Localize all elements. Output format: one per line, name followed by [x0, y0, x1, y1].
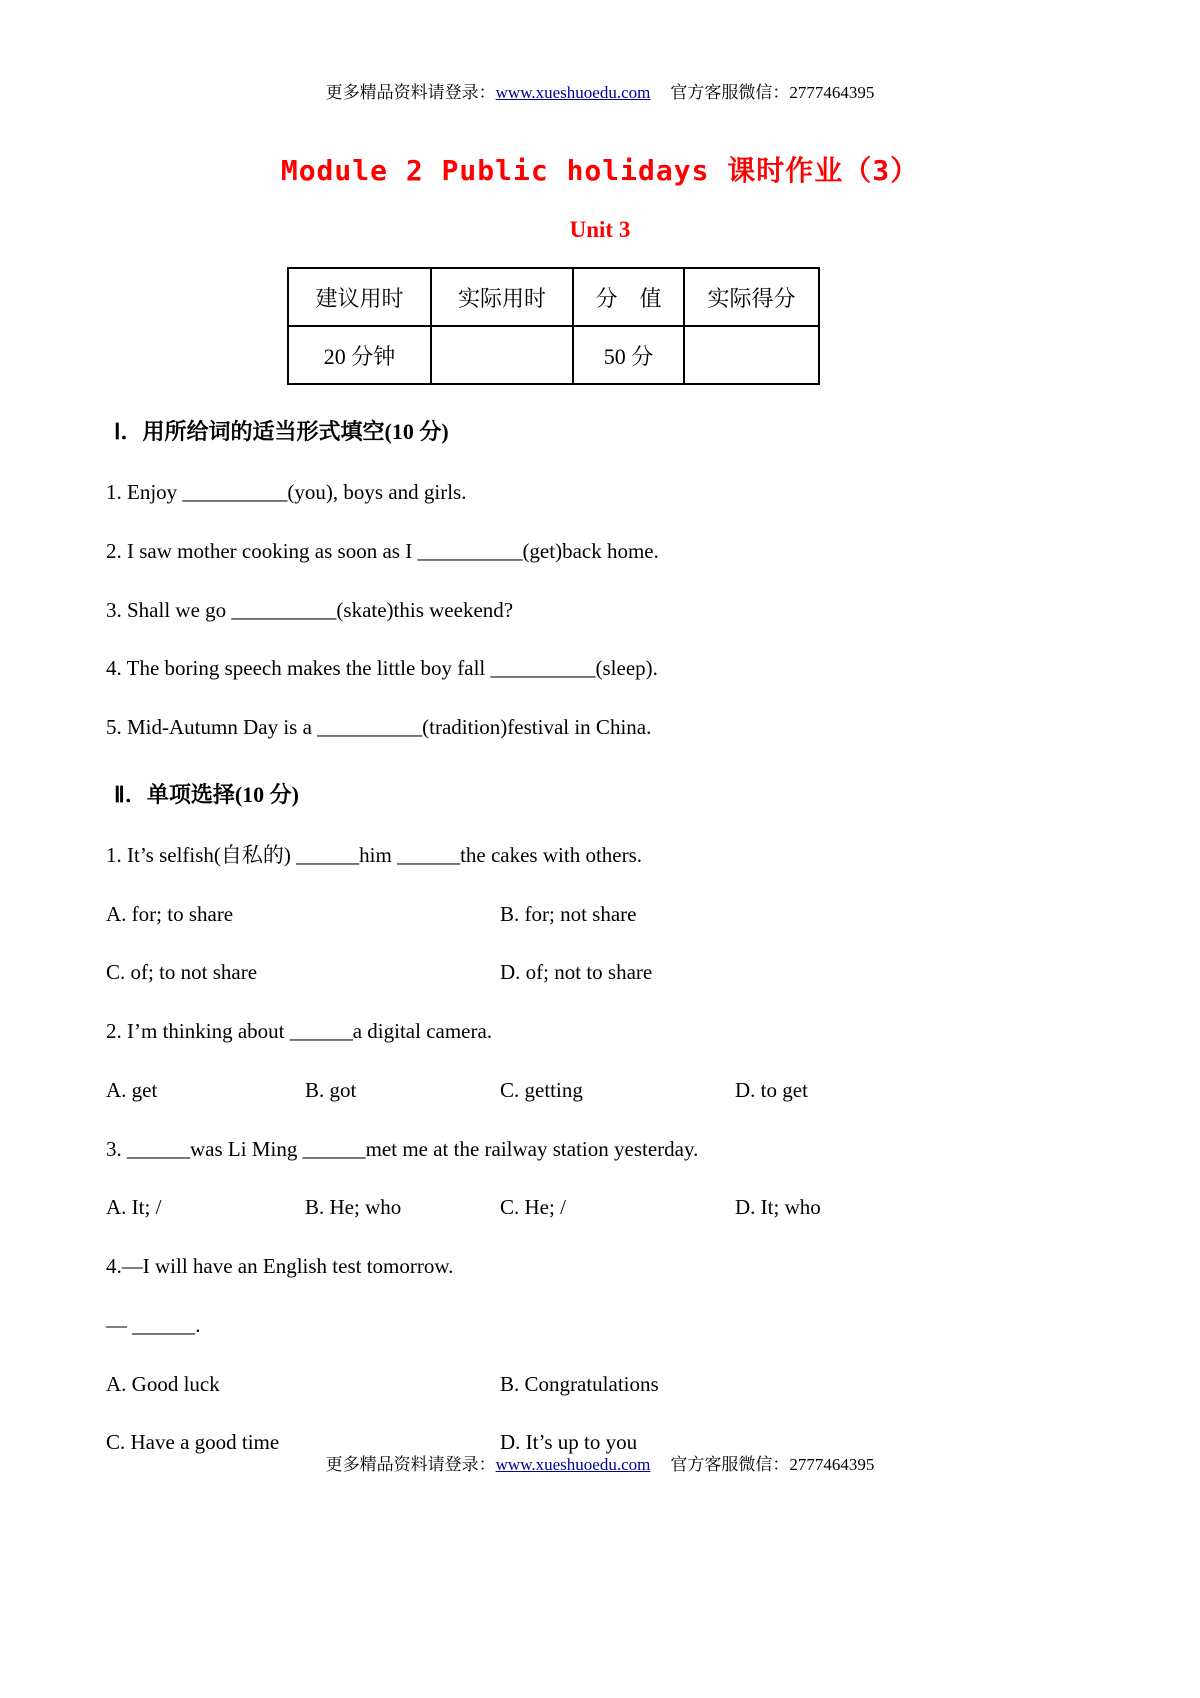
score-table-cell-suggested-time: 20 分钟	[288, 326, 431, 384]
score-table-header-actual-score: 实际得分	[684, 268, 819, 326]
q3-stem: 3. ______was Li Ming ______met me at the railway station yesterday.	[106, 1136, 699, 1161]
q1-options-row-2	[106, 960, 1094, 985]
header-link[interactable]: www.xueshuoedu.com	[495, 83, 651, 102]
page-title: Module 2 Public holidays 课时作业（3）	[280, 154, 920, 187]
q1-option-c: C. of; to not share	[106, 960, 258, 985]
header-suffix: 官方客服微信：2777464395	[670, 83, 875, 102]
q1-stem: 1. It’s selfish(自私的) ______him ______the cakes with others.	[106, 842, 643, 867]
score-table-cell-actual-score	[684, 326, 819, 384]
page-footer	[0, 1450, 1200, 1475]
q3-option-c: C. He; /	[500, 1195, 566, 1220]
footer-suffix: 官方客服微信：2777464395	[670, 1455, 875, 1474]
section1-item-4: 4. The boring speech makes the little boy fall __________(sleep).	[106, 656, 658, 681]
score-table-header-row	[288, 268, 819, 326]
q2-option-d: D. to get	[735, 1077, 808, 1102]
q2-options-row	[106, 1078, 1094, 1103]
page-header	[106, 78, 1094, 103]
score-table-cell-actual-time	[431, 326, 573, 384]
score-table	[287, 267, 820, 385]
section2-heading: Ⅱ．单项选择(10 分)	[114, 781, 299, 807]
q4-stem-line-1: 4.—I will have an English test tomorrow.	[106, 1254, 454, 1279]
q2-stem: 2. I’m thinking about ______a digital camera.	[106, 1019, 493, 1044]
section1-item-1: 1. Enjoy __________(you), boys and girls.	[106, 480, 467, 504]
q2-option-a: A. get	[106, 1077, 158, 1102]
score-table-header-points: 分 值	[573, 268, 684, 326]
q1-option-a: A. for; to share	[106, 901, 234, 926]
q3-option-a: A. It; /	[106, 1195, 162, 1220]
q3-options-row	[106, 1195, 1094, 1220]
q4-option-a: A. Good luck	[106, 1371, 220, 1396]
unit-subtitle: Unit 3	[569, 217, 631, 242]
score-table-value-row	[288, 326, 819, 384]
q4-stem-line-2: — ______.	[106, 1312, 201, 1337]
q2-option-c: C. getting	[500, 1077, 583, 1102]
score-table-header-suggested-time: 建议用时	[288, 268, 431, 326]
q1-option-b: B. for; not share	[500, 901, 637, 926]
q1-option-d: D. of; not to share	[500, 960, 653, 985]
header-prefix: 更多精品资料请登录：	[325, 83, 496, 102]
q3-option-d: D. It; who	[735, 1195, 821, 1220]
section1-item-2: 2. I saw mother cooking as soon as I __________(get)back home.	[106, 538, 659, 563]
q4-options-row-1	[106, 1372, 1094, 1397]
q3-option-b: B. He; who	[305, 1195, 402, 1220]
q4-option-d: D. It’s up to you	[500, 1430, 638, 1455]
score-table-cell-points: 50 分	[573, 326, 684, 384]
q1-options-row-1	[106, 902, 1094, 927]
footer-link[interactable]: www.xueshuoedu.com	[495, 1455, 651, 1474]
footer-prefix: 更多精品资料请登录：	[325, 1455, 496, 1474]
q2-option-b: B. got	[305, 1077, 357, 1102]
section1-item-3: 3. Shall we go __________(skate)this weekend?	[106, 597, 514, 622]
section1-heading: Ⅰ．用所给词的适当形式填空(10 分)	[114, 419, 449, 444]
score-table-header-actual-time: 实际用时	[431, 268, 573, 326]
section1-item-5: 5. Mid-Autumn Day is a __________(tradition)festival in China.	[106, 715, 652, 740]
q4-option-b: B. Congratulations	[500, 1371, 659, 1396]
q4-option-c: C. Have a good time	[106, 1430, 280, 1455]
